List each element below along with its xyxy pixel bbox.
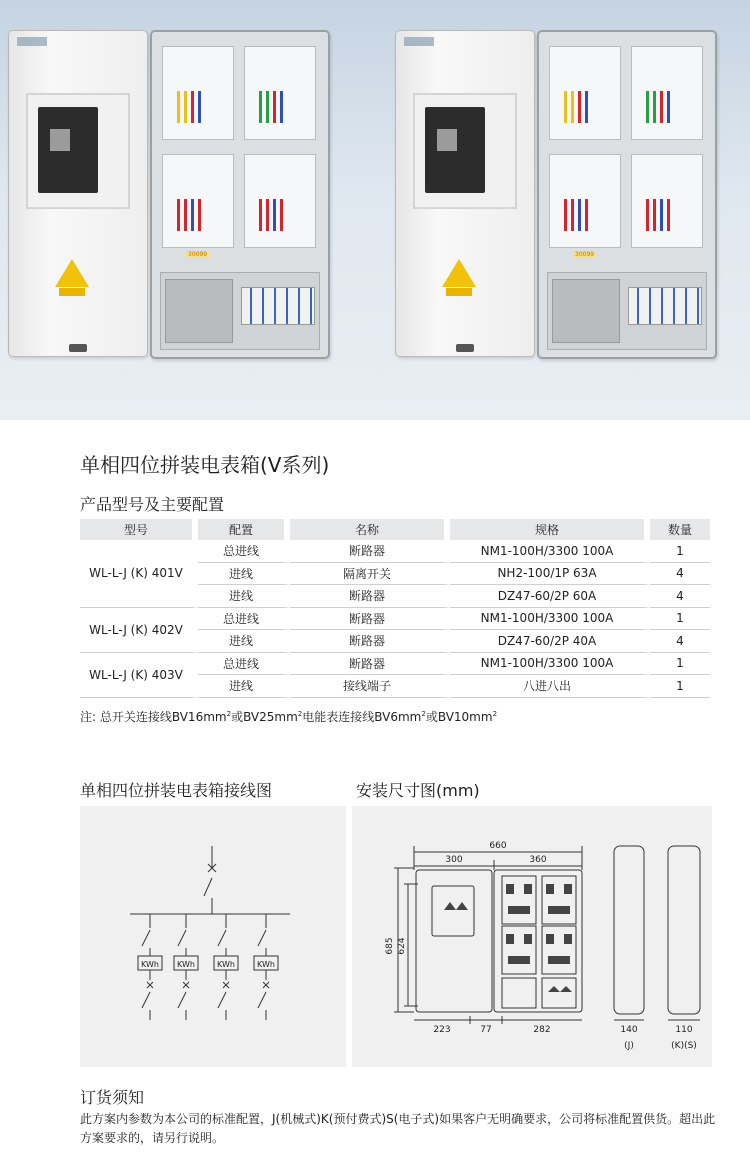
dim-height-outer: 685 — [385, 937, 395, 955]
lock-icon — [69, 344, 87, 352]
table-row — [80, 653, 710, 676]
dim-bottom-mid: 77 — [480, 1025, 492, 1035]
order-notice-text: 此方案内参数为本公司的标准配置，J(机械式)K(预付费式)S(电子式)如果客户无明确要求，公司将标准配置供货。超出此方案要求的，请另行说明。 — [80, 1112, 716, 1145]
product-photo — [0, 0, 750, 420]
brand-logo — [17, 37, 47, 46]
dim-depth-ks: 110 — [675, 1025, 693, 1035]
meter-label: KWh — [257, 960, 275, 969]
model-cell: WL-L-J (K) 402V — [80, 608, 198, 653]
table-cell: NH2-100/1P 63A — [450, 563, 650, 586]
table-cell: 八进八出 — [450, 675, 650, 698]
model-cell: WL-L-J (K) 401V — [80, 540, 198, 608]
table-cell: 进线 — [198, 675, 290, 698]
table-cell: 1 — [650, 675, 710, 698]
box-body — [537, 30, 717, 359]
table-cell: 断路器 — [290, 653, 450, 676]
breaker-window — [413, 93, 517, 209]
header-spec: 规格 — [450, 519, 650, 540]
table-cell: 总进线 — [198, 653, 290, 676]
branch-circuit — [174, 914, 198, 1020]
dim-depth-j: 140 — [620, 1025, 638, 1035]
branch-circuit — [138, 914, 162, 1020]
label-j: (J) — [624, 1041, 634, 1051]
header-qty: 数量 — [650, 519, 710, 540]
box-door — [8, 30, 148, 357]
warning-label — [59, 288, 85, 296]
model-cell: WL-L-J (K) 403V — [80, 653, 198, 698]
wiring-diagram-title: 单相四位拼装电表箱接线图 — [80, 781, 273, 800]
table-row — [80, 540, 710, 563]
dim-bottom-left: 223 — [433, 1025, 451, 1035]
meter-label: KWh — [141, 960, 159, 969]
spec-table — [80, 519, 710, 698]
table-cell: 进线 — [198, 585, 290, 608]
dim-width-total: 660 — [489, 841, 507, 851]
table-cell: DZ47-60/2P 60A — [450, 585, 650, 608]
header-name: 名称 — [290, 519, 450, 540]
header-model: 型号 — [80, 519, 198, 540]
warning-label — [446, 288, 472, 296]
header-config: 配置 — [198, 519, 290, 540]
table-cell: 4 — [650, 585, 710, 608]
dimension-diagram-panel — [352, 806, 712, 1067]
table-cell: 4 — [650, 563, 710, 586]
meter-label: KWh — [217, 960, 235, 969]
branch-circuit — [254, 914, 278, 1020]
dim-width-left: 300 — [445, 855, 463, 865]
table-cell: 1 — [650, 608, 710, 631]
label-ks: (K)(S) — [671, 1041, 697, 1051]
table-cell: NM1-100H/3300 100A — [450, 540, 650, 563]
table-cell: DZ47-60/2P 40A — [450, 630, 650, 653]
warning-icon — [55, 259, 89, 287]
dim-bottom-right: 282 — [533, 1025, 551, 1035]
order-notice-title: 订货须知 — [80, 1088, 145, 1107]
table-cell: 进线 — [198, 563, 290, 586]
page-title: 单相四位拼装电表箱(V系列) — [80, 453, 330, 477]
brand-logo — [404, 37, 434, 46]
table-cell: NM1-100H/3300 100A — [450, 608, 650, 631]
section-title-config: 产品型号及主要配置 — [80, 495, 225, 514]
lock-icon — [456, 344, 474, 352]
box-lower-compartment — [160, 272, 320, 350]
table-cell: 断路器 — [290, 540, 450, 563]
box-tag: 30099 — [188, 251, 208, 258]
wiring-diagram-panel — [80, 806, 346, 1067]
dim-height-inner: 624 — [397, 937, 407, 955]
dim-width-right: 360 — [529, 855, 547, 865]
table-row — [80, 608, 710, 631]
meter-label: KWh — [177, 960, 195, 969]
table-cell: 进线 — [198, 630, 290, 653]
table-cell: 隔离开关 — [290, 563, 450, 586]
box-body — [150, 30, 330, 359]
table-header-row — [80, 519, 710, 540]
dimension-drawing — [352, 806, 712, 1067]
table-cell: 接线端子 — [290, 675, 450, 698]
table-cell: 1 — [650, 540, 710, 563]
table-cell: 断路器 — [290, 608, 450, 631]
warning-icon — [442, 259, 476, 287]
table-cell: NM1-100H/3300 100A — [450, 653, 650, 676]
breaker-window — [26, 93, 130, 209]
box-lower-compartment — [547, 272, 707, 350]
branch-circuits — [138, 914, 278, 1020]
box-door — [395, 30, 535, 357]
dimension-diagram-title: 安装尺寸图(mm) — [356, 781, 480, 800]
branch-circuit — [214, 914, 238, 1020]
wiring-diagram — [80, 806, 346, 1067]
box-tag: 30099 — [575, 251, 595, 258]
table-cell: 总进线 — [198, 540, 290, 563]
wiring-note: 注: 总开关连接线$BV16mm^2$或$BV25mm^2$电能表连接线$BV6mm^2$或$BV10mm^2$ — [80, 710, 498, 724]
table-cell: 断路器 — [290, 630, 450, 653]
table-cell: 断路器 — [290, 585, 450, 608]
table-cell: 总进线 — [198, 608, 290, 631]
table-cell: 1 — [650, 653, 710, 676]
table-cell: 4 — [650, 630, 710, 653]
